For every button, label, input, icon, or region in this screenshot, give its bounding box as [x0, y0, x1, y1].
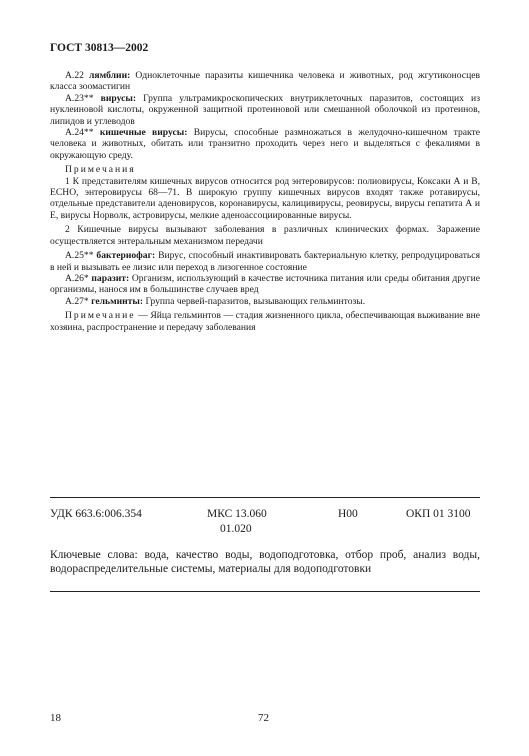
- divider-top: [50, 497, 480, 498]
- term-bold: вирусы:: [100, 92, 137, 104]
- document-body: [50, 70, 480, 333]
- term-bold: гельминты:: [91, 295, 144, 307]
- note-1: 1 К представителям кишечных вирусов относится род энтеровирусов: полиовирусы, Коксаки А и В, ЕСНО, энтеровирусы 68—71. В широкую группу кишечных вирусов входят также ротавирусы, отдельные представители аденовирусов, коронавирусы, калицивирусы, реовирусы, вирусы гепатита А и Е, вирусы Норволк, астровирусы, мелкие аденоассоциированные вирусы.: [50, 175, 480, 221]
- notes-heading: Примечания: [65, 164, 136, 176]
- term-bold: бактериофаг:: [96, 250, 156, 262]
- page-number-left: 18: [50, 712, 61, 724]
- mks-code: МКС 13.060: [207, 508, 267, 520]
- entry-a26: А.26* паразит: Организм, использующий в качестве источника питания или среды обитания другие организмы, нанося им в большинстве случаев вред: [50, 272, 480, 296]
- entry-a22: А.22 лямблии: Одноклеточные паразиты кишечника человека и животных, род жгутиконосцев класса зоомастигин: [50, 70, 480, 93]
- document-header: ГОСТ 30813—2002: [50, 42, 149, 54]
- note-2: 2 Кишечные вирусы вызывают заболевания в различных клинических формах. Заражение осуществляется энтеральным механизмом передачи: [50, 224, 480, 247]
- udc-code: УДК 663.6:006.354: [50, 508, 142, 520]
- page-number-center: 72: [258, 712, 269, 724]
- term-bold: паразит:: [91, 272, 130, 284]
- entry-a23: А.23** вирусы: Группа ультрамикроскопических внутриклеточных паразитов, состоящих из нуклеиновой кислоты, окруженной защитной протеиновой или смешанной оболочкой из протеинов, липидов и углеводов: [50, 92, 480, 127]
- entry-a25: А.25** бактериофаг: Вирус, способный инактивировать бактериальную клетку, репродуцироваться в ней и вызывать ее лизис или переход в лизогенное состояние: [50, 250, 480, 273]
- okp-code: ОКП 01 3100: [406, 508, 471, 520]
- classification-row: [50, 508, 480, 542]
- mks-code-2: 01.020: [220, 523, 252, 535]
- h00-code: Н00: [338, 508, 358, 520]
- keywords: Ключевые слова: вода, качество воды, водоподготовка, отбор проб, анализ воды, водораспределительные системы, материалы для водоподготовки: [50, 549, 480, 575]
- term-bold: лямблии:: [89, 70, 131, 81]
- entry-a24: А.24** кишечные вирусы: Вирусы, способные размножаться в желудочно-кишечном тракте человека и животных, обитать или транзитно проходить через него и выделяться с фекалиями в окружающую среду.: [50, 127, 480, 161]
- term-bold: кишечные вирусы:: [99, 127, 188, 139]
- divider-bottom: [50, 591, 480, 592]
- entry-a27: А.27* гельминты: Группа червей-паразитов, вызывающих гельминтозы.: [65, 295, 366, 307]
- final-note: Примечание — Яйца гельминтов — стадия жизненного цикла, обеспечивающая выживание вне хозяина, распространение и передачу заболевания: [50, 310, 480, 333]
